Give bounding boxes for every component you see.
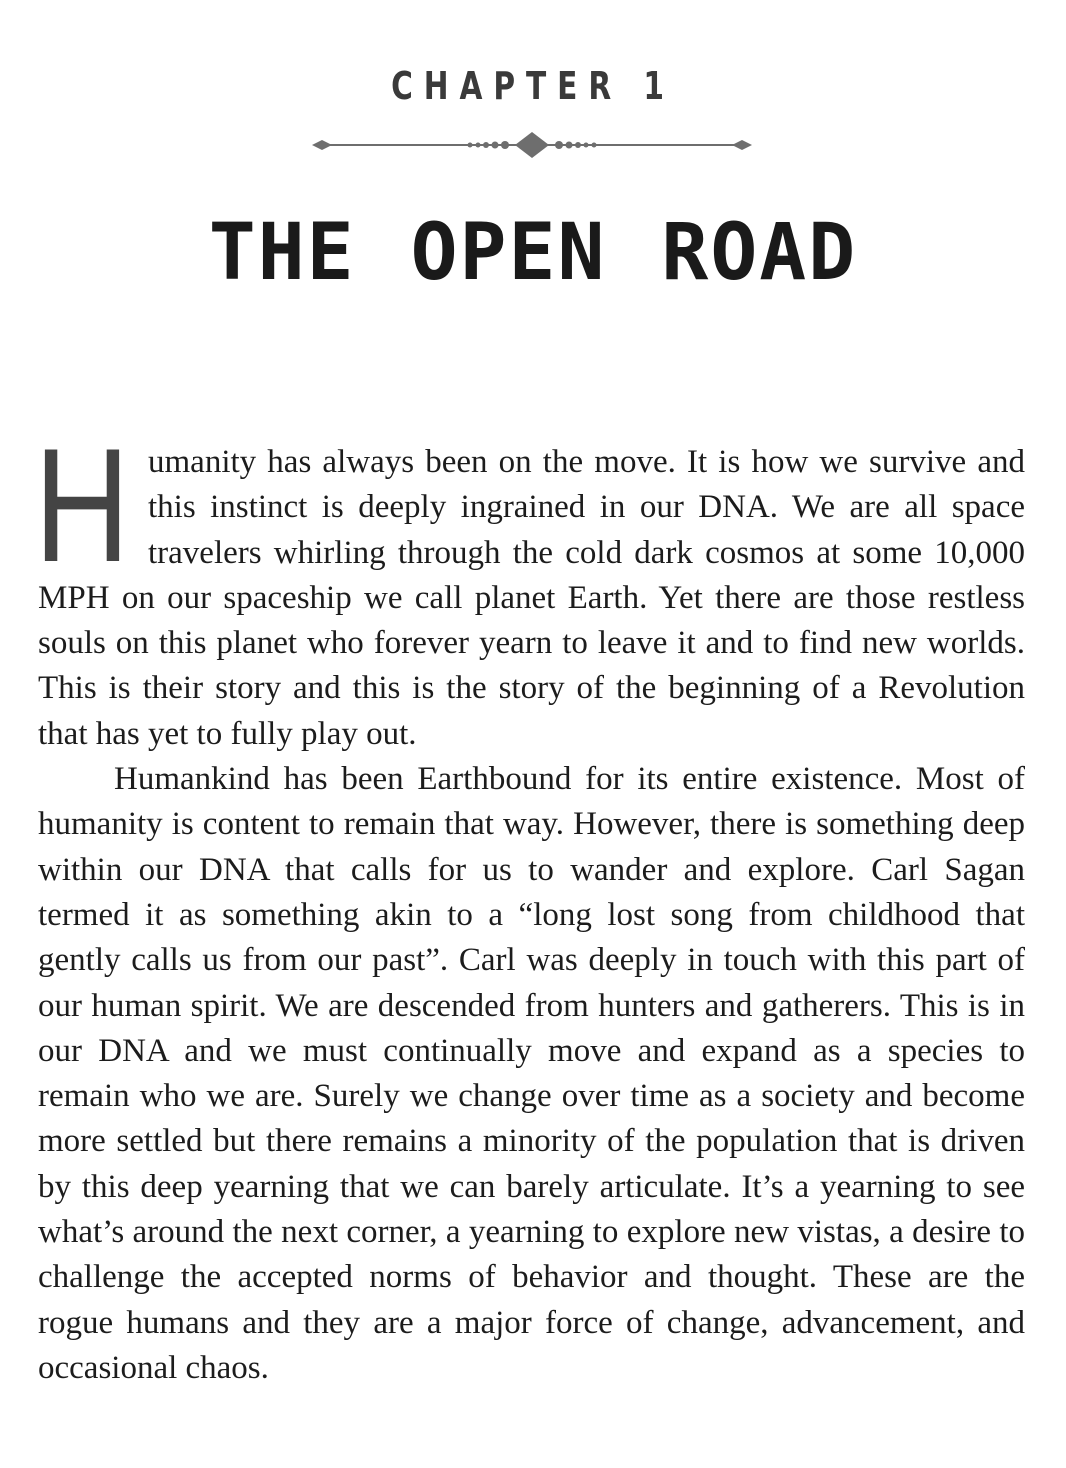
chapter-label: CHAPTER 1	[391, 64, 675, 108]
ornament-divider	[310, 128, 754, 162]
body-text	[34, 415, 1025, 1391]
paragraph-1	[34, 415, 1025, 757]
paragraph-2: Humankind has been Earthbound for its entire existence. Most of humanity is content to remain that way. However, there is something deep within our DNA that calls for us to wander and explore. Carl Sagan termed it as something akin to a “long lost song from childhood that gently calls us from our past”. Carl was deeply in touch with this part of our human spirit. We are descended from hunters and gatherers. This is in our DNA and we must continually move and expand as a species to remain who we are. Surely we change over time as a society and become more settled but there remains a minority of the population that is driven by this deep yearning that we can barely articulate. It’s a yearning to see what’s around the next corner, a yearning to explore new vistas, a desire to challenge the accepted norms of behavior and thought. These are the rogue humans and they are a major force of change, advancement, and occasional chaos.	[38, 761, 1025, 1386]
paragraph-1-text: umanity has always been on the move. It is how we survive and this instinct is deeply ingrained in our DNA. We are all space travelers whirling through the cold dark cosmos at some 10,000 MPH on our spaceship we call planet Earth. Yet there are those restless souls on this planet who forever yearn to leave it and to find new worlds. This is their story and this is the story of the beginning of a Revolution that has yet to fully play out.	[38, 444, 1025, 752]
chapter-title: THE OPEN ROAD	[208, 208, 858, 298]
drop-cap: H	[34, 415, 130, 596]
